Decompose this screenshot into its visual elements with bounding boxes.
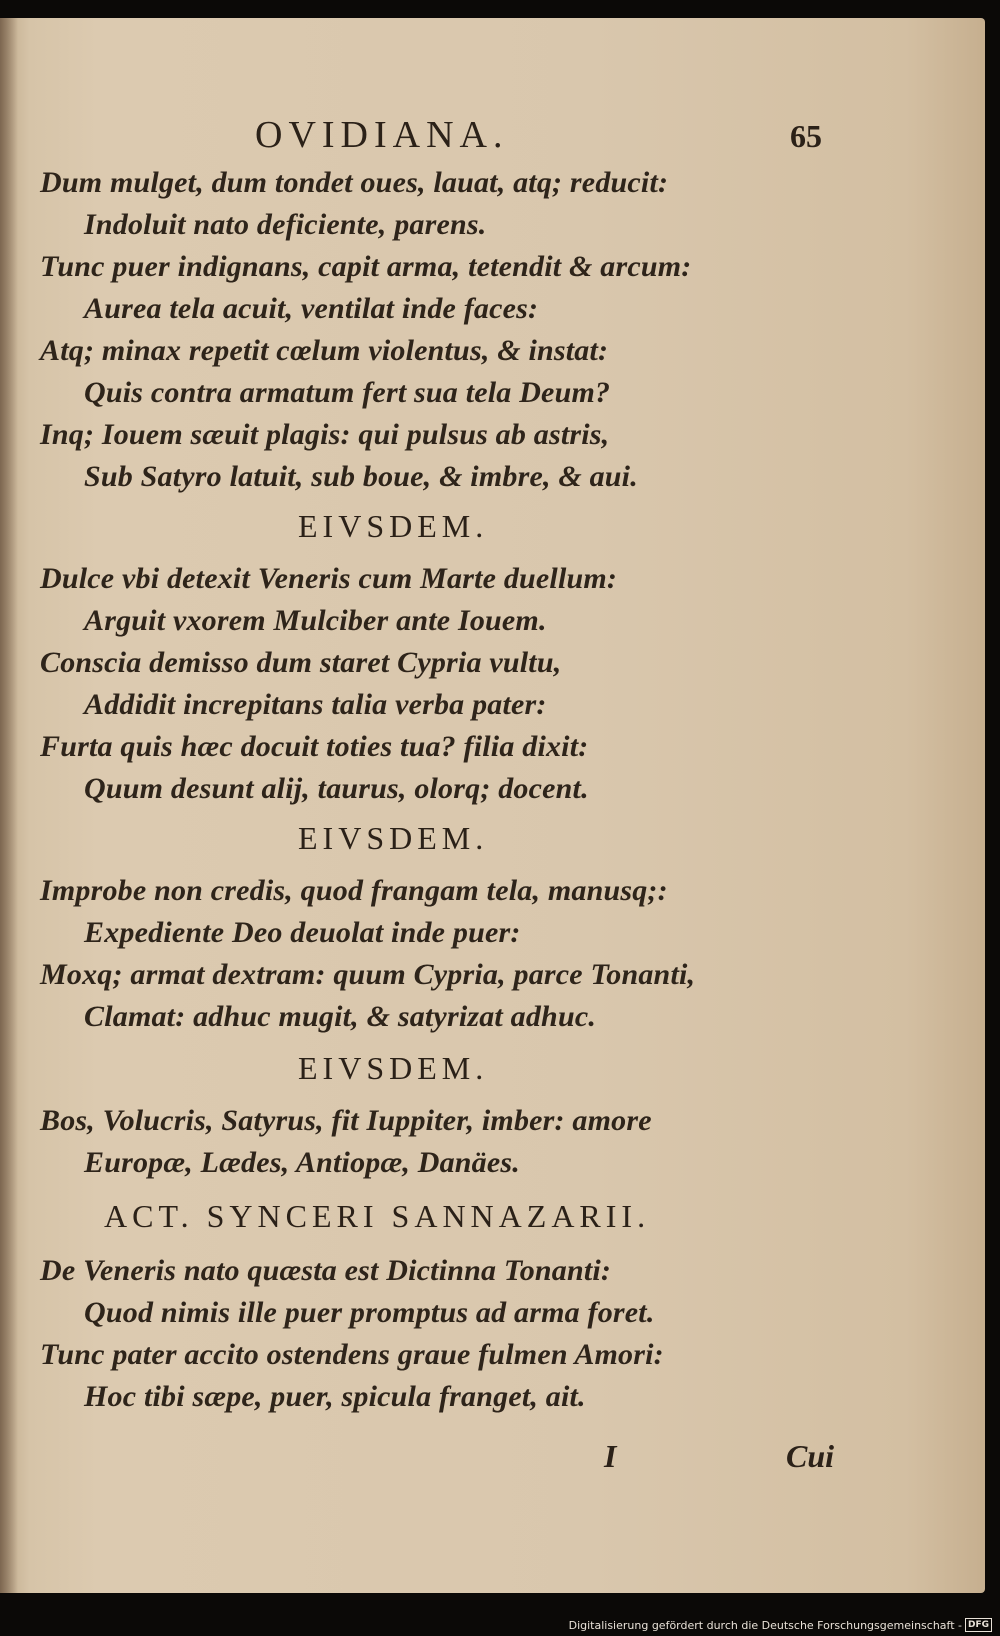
running-head: OVIDIANA.: [255, 114, 509, 156]
section-heading: EIVSDEM.: [298, 508, 489, 544]
dfg-logo: DFG: [965, 1618, 992, 1632]
verse-line: Arguit vxorem Mulciber ante Iouem.: [84, 604, 547, 637]
verse-line: Quod nimis ille puer promptus ad arma foret.: [84, 1296, 655, 1329]
verse-line: De Veneris nato quæsta est Dictinna Tonanti:: [40, 1254, 612, 1287]
verse-line: Hoc tibi sæpe, puer, spicula franget, ait.: [84, 1380, 586, 1413]
section-heading: EIVSDEM.: [298, 820, 489, 856]
verse-line: Quum desunt alij, taurus, olorq; docent.: [84, 772, 589, 805]
section-heading: EIVSDEM.: [298, 1050, 489, 1086]
verse-line: Aurea tela acuit, ventilat inde faces:: [84, 292, 539, 325]
catchword: Cui: [786, 1438, 835, 1474]
footer-credit: Digitalisierung gefördert durch die Deutsche Forschungsgemeinschaft -: [568, 1618, 962, 1632]
verse-line: Clamat: adhuc mugit, & satyrizat adhuc.: [84, 1000, 597, 1033]
page-number: 65: [790, 118, 822, 154]
verse-line: Tunc pater accito ostendens graue fulmen Amori:: [40, 1338, 664, 1371]
verse-line: Dum mulget, dum tondet oues, lauat, atq; reducit:: [40, 166, 669, 199]
verse-line: Tunc puer indignans, capit arma, tetendit & arcum:: [40, 250, 692, 283]
verse-line: Addidit increpitans talia verba pater:: [84, 688, 547, 721]
verse-line: Inq; Iouem sæuit plagis: qui pulsus ab astris,: [40, 418, 610, 451]
verse-line: Moxq; armat dextram: quum Cypria, parce Tonanti,: [40, 958, 696, 991]
verse-line: Sub Satyro latuit, sub boue, & imbre, & aui.: [84, 460, 638, 493]
verse-line: Quis contra armatum fert sua tela Deum?: [84, 376, 611, 409]
verse-line: Improbe non credis, quod frangam tela, manusq;:: [40, 874, 668, 907]
verse-line: Conscia demisso dum staret Cypria vultu,: [40, 646, 562, 679]
verse-line: Furta quis hæc docuit toties tua? filia dixit:: [40, 730, 589, 763]
section-heading: ACT. SYNCERI SANNAZARII.: [104, 1198, 651, 1234]
digitization-footer: [569, 1618, 992, 1632]
verse-line: Indoluit nato deficiente, parens.: [84, 208, 487, 241]
book-page: [0, 18, 985, 1593]
verse-line: Dulce vbi detexit Veneris cum Marte duellum:: [40, 562, 618, 595]
verse-line: Atq; minax repetit cœlum violentus, & instat:: [40, 334, 609, 367]
verse-line: Bos, Volucris, Satyrus, fit Iuppiter, imber: amore: [40, 1104, 652, 1137]
verse-line: Expediente Deo deuolat inde puer:: [84, 916, 521, 949]
signature-mark: I: [604, 1438, 617, 1474]
verse-line: Europæ, Lædes, Antiopæ, Danäes.: [84, 1146, 520, 1179]
